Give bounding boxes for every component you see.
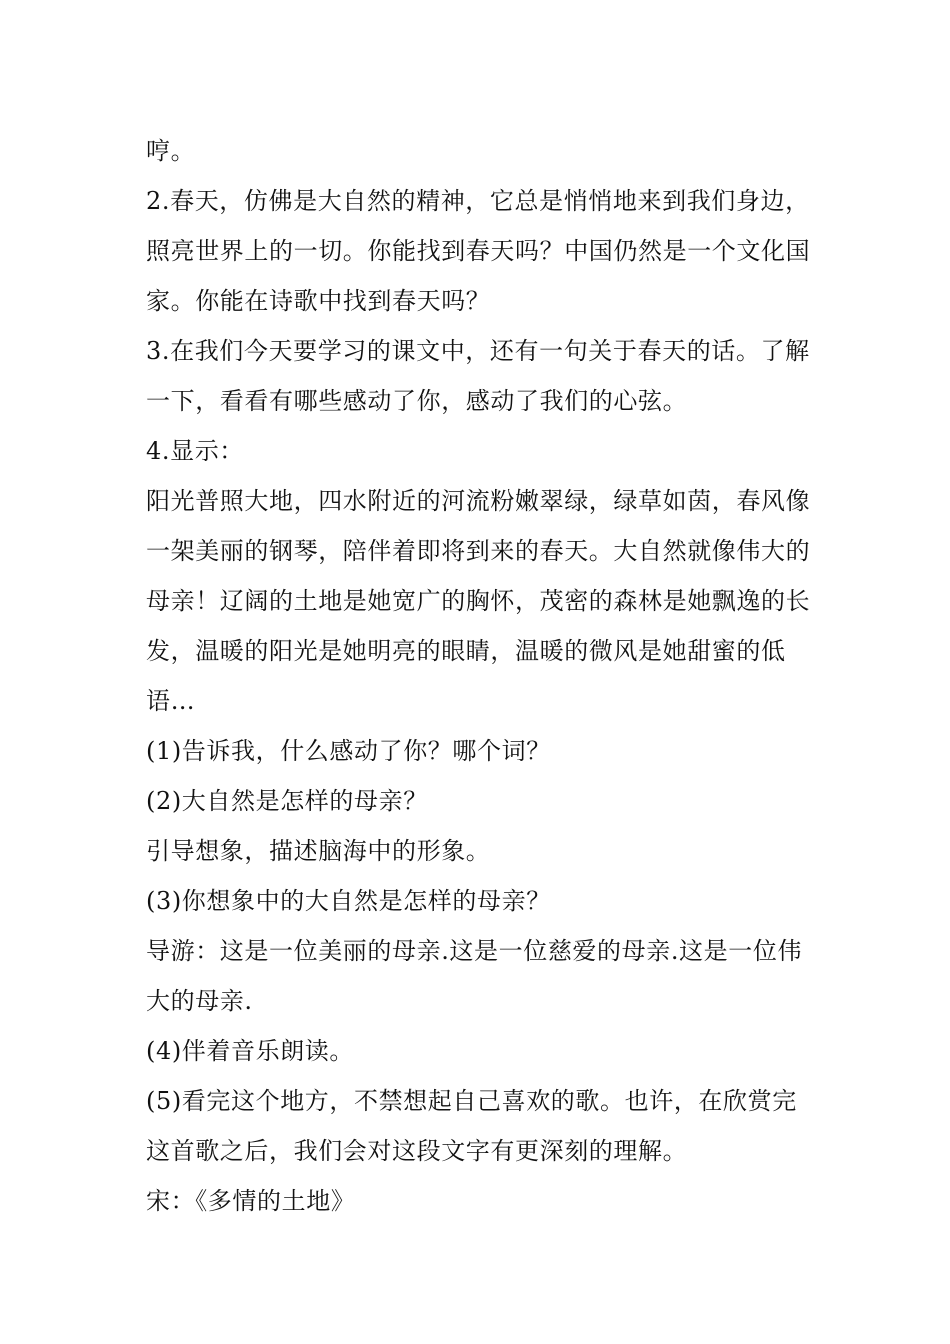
paragraph-10: 导游：这是一位美丽的母亲.这是一位慈爱的母亲.这是一位伟大的母亲. xyxy=(146,937,803,1015)
paragraph-3: 3.在我们今天要学习的课文中，还有一句关于春天的话。了解一下，看看有哪些感动了你，感动了我们的心弦。 xyxy=(146,337,810,415)
paragraph-8: 引导想象，描述脑海中的形象。 xyxy=(146,837,491,865)
paragraph-6: (1)告诉我，什么感动了你？哪个词？ xyxy=(146,737,551,765)
paragraph-4: 4.显示： xyxy=(146,437,244,465)
paragraph-2: 2.春天，仿佛是大自然的精神，它总是悄悄地来到我们身边，照亮世界上的一切。你能找到春天吗？中国仍然是一个文化国家。你能在诗歌中找到春天吗？ xyxy=(146,187,811,315)
paragraph-5: 阳光普照大地，四水附近的河流粉嫩翠绿，绿草如茵，春风像一架美丽的钢琴，陪伴着即将到来的春天。大自然就像伟大的母亲！辽阔的土地是她宽广的胸怀，茂密的森林是她飘逸的长发，温暖的阳光是她明亮的眼睛，温暖的微风是她甜蜜的低语… xyxy=(146,487,811,715)
document-body xyxy=(146,126,811,1226)
paragraph-11: (4)伴着音乐朗读。 xyxy=(146,1037,354,1065)
paragraph-12: (5)看完这个地方，不禁想起自己喜欢的歌。也许，在欣赏完这首歌之后，我们会对这段文字有更深刻的理解。 xyxy=(146,1087,797,1165)
paragraph-7: (2)大自然是怎样的母亲？ xyxy=(146,787,428,815)
paragraph-9: (3)你想象中的大自然是怎样的母亲？ xyxy=(146,887,551,915)
paragraph-13: 宋：《多情的土地》 xyxy=(146,1187,356,1215)
paragraph-1: 哼。 xyxy=(146,137,196,165)
